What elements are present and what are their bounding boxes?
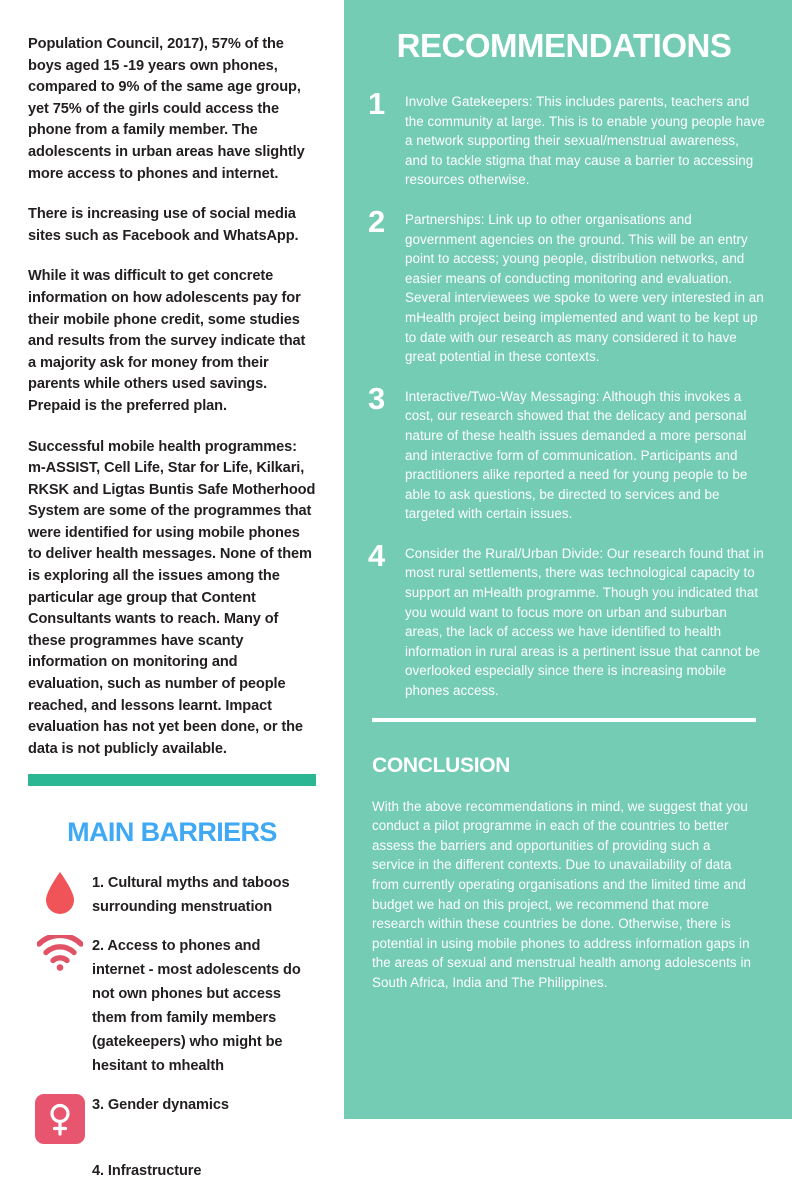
- blood-drop-icon: [45, 872, 75, 914]
- body-paragraph-1: Population Council, 2017), 57% of the boys aged 15 -19 years own phones, compared to 9% of the same age group, yet 75% of the girls could access the phone from a family member. The adolescents in urban areas have slightly more access to phones and internet.: [28, 36, 305, 182]
- recommendation-number: 2: [368, 203, 386, 239]
- recommendation-number: 3: [368, 380, 386, 416]
- conclusion-heading: CONCLUSION: [372, 753, 511, 777]
- list-item: [363, 537, 765, 701]
- body-paragraph-2: There is increasing use of social media sites such as Facebook and WhatsApp.: [28, 206, 299, 244]
- main-barriers-list: [28, 870, 316, 1183]
- section-divider-bar: [28, 774, 316, 786]
- right-teal-panel: [344, 0, 792, 1119]
- recommendations-heading: RECOMMENDATIONS: [396, 27, 732, 64]
- barrier-item-text: 1. Cultural myths and taboos surrounding menstruation: [92, 875, 290, 916]
- list-item: [363, 86, 766, 190]
- list-item: [28, 870, 316, 919]
- recommendation-number: 1: [368, 86, 386, 121]
- recommendation-text: Involve Gatekeepers: This includes parents, teachers and the community at large. This is to enable young people have a network supporting their sexual/menstrual awareness, and to tackle stigma that may cause a barrier to accessing resources otherwise.: [405, 94, 766, 188]
- barrier-icon-slot: [28, 933, 92, 971]
- left-content-column: [0, 0, 344, 1180]
- wifi-icon: [37, 935, 83, 971]
- body-paragraph-4: Successful mobile health programmes: m-ASSIST, Cell Life, Star for Life, Kilkari, RKSK and Ligtas Buntis Safe Motherhood System are some of the programmes that were identified for using mobile phones to deliver health messages. None of them is exploring all the issues among the particular age group that Content Consultants wants to reach. Many of these programmes have scanty information on monitoring and evaluation, such as number of people reached, and lessons learnt. Impact evaluation has not yet been done, or the data is not publicly available.: [28, 438, 316, 757]
- barrier-item-text: 4. Infrastructure: [92, 1163, 202, 1180]
- recommendation-text: Partnerships: Link up to other organisations and government agencies on the ground. This will be an entry point to access; young people, distribution networks, and easier means of conducting monitoring and evaluation. Several interviewees we spoke to were very interested in an mHealth project being implemented and want to be kept up to date with our research as many considered it to have great potential in these contexts.: [405, 211, 764, 365]
- gender-symbol-icon: [35, 1094, 85, 1144]
- recommendation-text: Consider the Rural/Urban Divide: Our research found that in most rural settlements, there was technological capacity to support an mHealth programme. Though you indicated that you would want to focus more on urban and suburban areas, the lack of access we have identified to health information in rural areas is a pertinent issue that cannot be overlooked especially since there is increasing mobile phones access.: [405, 545, 764, 699]
- list-item: [363, 203, 765, 367]
- list-item: [28, 1158, 316, 1183]
- barrier-icon-slot: [28, 870, 92, 914]
- list-item: [363, 380, 765, 524]
- recommendation-number: 4: [368, 537, 386, 573]
- barrier-icon-slot: [28, 1158, 92, 1160]
- barrier-icon-slot: [28, 1092, 92, 1144]
- barrier-item-text: 2. Access to phones and internet - most adolescents do not own phones but access them from family members (gatekeepers) who might be hesitant to mhealth: [92, 938, 301, 1075]
- recommendations-list: [363, 86, 766, 701]
- conclusion-divider-rule: [372, 718, 756, 722]
- conclusion-text: With the above recommendations in mind, we suggest that you conduct a pilot programme in each of the countries to better assess the barriers and opportunities of providing such a service in the different contexts. Due to unavailability of data from currently operating organisations and the limited time and budget we had on this project, we recommend that more research within these countries be done. Otherwise, there is potential in using mobile phones to address information gaps in the areas of sexual and menstrual health among adolescents in South Africa, India and The Philippines.: [372, 798, 751, 990]
- recommendation-text: Interactive/Two-Way Messaging: Although this invokes a cost, our research showed that the delicacy and personal nature of these health issues demanded a more personal and interactive form of communication. Participants and practitioners alike reported a need for young people to be able to ask questions, be directed to services and be targeted with certain issues.: [405, 388, 748, 522]
- list-item: [28, 1092, 316, 1144]
- barrier-item-text: 3. Gender dynamics: [92, 1097, 229, 1114]
- list-item: [28, 933, 316, 1078]
- body-paragraph-3: While it was difficult to get concrete information on how adolescents pay for their mobile phone credit, some studies and results from the survey indicate that a majority ask for money from their parents while others used savings. Prepaid is the preferred plan.: [28, 268, 306, 414]
- main-barriers-heading: MAIN BARRIERS: [67, 817, 277, 848]
